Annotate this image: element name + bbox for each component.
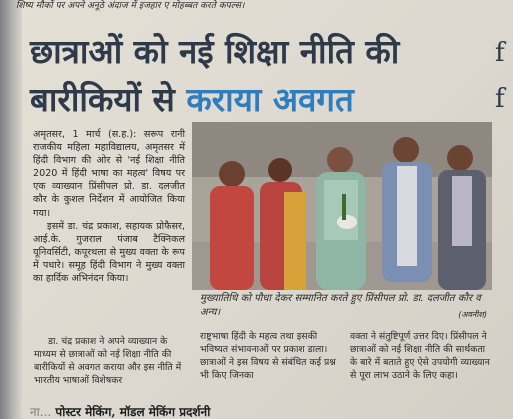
next-headline-faint: ना... bbox=[30, 405, 52, 419]
photo-credit: (अवनीश) bbox=[458, 310, 487, 319]
article-column-b bbox=[200, 330, 340, 382]
next-headline-text: पोस्टर मेकिंग, मॉडल मेकिंग प्रदर्शनी bbox=[55, 405, 211, 419]
news-photo bbox=[192, 122, 492, 290]
column-b-text: राष्ट्रभाषा हिंदी के महत्व तथा इसकी भविष्यत संभावनाओं पर प्रकाश डाला। छात्राओं ने इस विषय से संबंधित कई प्रश्न भी किए जिनका bbox=[200, 331, 336, 381]
column-c-text: वक्ता ने संतुष्टिपूर्ण उत्तर दिए। प्रिंसीपल ने छात्राओं को नई शिक्षा नीति की सार्थकता के बारे में बताते हुए ऐसे उपयोगी व्याख्यान से पूरा लाभ उठाने के लिए कहा। bbox=[350, 331, 490, 381]
headline-line-1: छात्राओं को नई शिक्षा नीति की bbox=[30, 32, 400, 71]
page-fold-shadow bbox=[0, 0, 22, 419]
photo-caption bbox=[200, 292, 495, 320]
article-column-c bbox=[350, 330, 495, 382]
previous-article-strip: शिष्य मौकों पर अपने अनूठे अंदाज में इजहार ए मोहब्बत करते कपल्स। bbox=[16, 1, 245, 11]
article-column-a bbox=[34, 335, 184, 387]
article-body-column bbox=[33, 128, 185, 285]
headline-line-2 bbox=[30, 80, 500, 120]
article-paragraph: इसमें डा. चंद्र प्रकाश, सहायक प्रोफैसर, आई.के. गुजराल पंजाब टैक्निकल यूनिवर्सिटी, कपूरथला से मुख्य वक्ता के रूप में पधारे। समूह हिंदी विभाग ने मुख्य वक्ता का हार्दिक अभिनंदन किया। bbox=[33, 220, 185, 285]
next-headline-strip bbox=[30, 403, 513, 419]
headline-line-2-plain: बारीकियों से bbox=[30, 80, 175, 119]
adjacent-article-edge bbox=[495, 30, 513, 122]
headline-line-2-accent: कराया अवगत bbox=[186, 80, 354, 119]
caption-text: मुख्यातिथि को पौधा देकर सम्मानित करते हुए प्रिंसीपल प्रो. डा. दलजीत कौर व अन्य। bbox=[200, 293, 481, 318]
adjacent-char: f bbox=[495, 38, 505, 68]
adjacent-char: f bbox=[495, 84, 505, 114]
column-a-text: डा. चंद्र प्रकाश ने अपने व्याख्यान के माध्यम से छात्राओं को नई शिक्षा नीति की बारीकियों से अवगत कराया और इस नीति में भारतीय भाषाओं विशेषकर bbox=[34, 336, 182, 386]
article-paragraph: अमृतसर, 1 मार्च (स.ह.): सरूप रानी राजकीय महिला महाविद्यालय, अमृतसर में हिंदी विभाग की ओर से 'नई शिक्षा नीति 2020 में हिंदी भाषा का महत्व' विषय पर एक व्याख्यान प्रिंसीपल प्रो. डा. दलजीत कौर के कुशल निर्देशन में आयोजित किया गया। bbox=[33, 129, 185, 219]
